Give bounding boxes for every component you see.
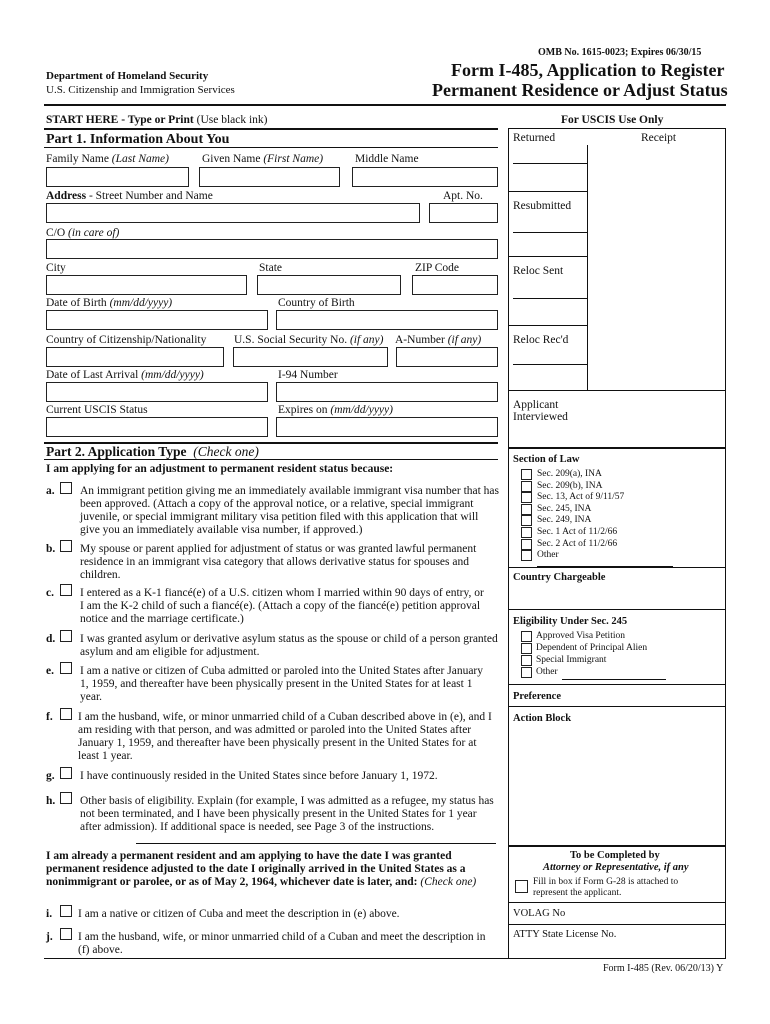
option-b-letter: b.: [46, 543, 56, 555]
law-label: Sec. 13, Act of 9/11/57: [537, 492, 625, 503]
city-label: City: [46, 262, 66, 274]
reloc-sent-label: Reloc Sent: [513, 265, 564, 277]
co-field[interactable]: [46, 239, 498, 259]
country-chargeable-label: Country Chargeable: [513, 572, 606, 583]
interviewed-label: Interviewed: [513, 411, 568, 423]
uscis-divider-8: [508, 684, 726, 685]
action-block-label: Action Block: [513, 713, 572, 724]
option-g-text: I have continuously resided in the United States since before January 1, 1972.: [80, 770, 438, 782]
atty-license-label: ATTY State License No.: [513, 929, 617, 940]
uscis-divider-4: [508, 390, 726, 391]
form-revision-footer: Form I-485 (Rev. 06/20/13) Y: [603, 963, 724, 974]
law-checkbox[interactable]: [521, 469, 532, 480]
g28-text: Fill in box if Form G-28 is attached to represent the applicant.: [533, 877, 679, 898]
uscis-divider-9: [508, 706, 726, 707]
uscis-divider-1: [508, 191, 588, 192]
part1-title-rule: [44, 147, 498, 148]
citizenship-field[interactable]: [46, 347, 224, 367]
law-checkbox[interactable]: [521, 539, 532, 550]
middle-name-field[interactable]: [352, 167, 498, 187]
country-birth-field[interactable]: [276, 310, 498, 330]
last-arrival-field[interactable]: [46, 382, 268, 402]
given-name-label: Given Name (First Name): [202, 153, 324, 165]
co-label: C/O (in care of): [46, 227, 120, 239]
anumber-label: A-Number (if any): [395, 334, 482, 346]
eligibility-checkbox[interactable]: [521, 655, 532, 666]
i94-label: I-94 Number: [278, 369, 338, 381]
law-label: Sec. 245, INA: [537, 503, 592, 514]
family-name-label: Family Name (Last Name): [46, 153, 169, 165]
option-b-text: My spouse or parent applied for adjustment of status or was granted lawful permanent residence in an immigrant visa category that allows derivative status for spouses and children.: [80, 543, 477, 581]
already-pr-text: I am already a permanent resident and am applying to have the date I was granted permanent residence adjusted to the date I originally arrived in the United States as a nonimmigrant or parolee, or as of May 2, 1964, whichever date is later, and: (Check one): [46, 850, 477, 888]
eligibility-label-item: Approved Visa Petition: [536, 631, 625, 641]
law-label: Sec. 1 Act of 11/2/66: [537, 527, 618, 537]
middle-name-label: Middle Name: [355, 153, 419, 165]
to-be-completed-label: To be Completed by: [570, 850, 660, 861]
law-label: Sec. 209(a), INA: [537, 469, 602, 479]
law-checkbox[interactable]: [521, 504, 532, 515]
department-name: Department of Homeland Security: [46, 70, 209, 82]
resubmitted-label: Resubmitted: [513, 200, 572, 212]
option-i-checkbox[interactable]: [60, 905, 72, 917]
option-h-checkbox[interactable]: [60, 792, 72, 804]
uscis-column-divider: [587, 145, 588, 390]
part1-title: Part 1. Information About You: [46, 132, 230, 147]
status-field[interactable]: [46, 417, 268, 437]
law-label: Sec. 2 Act of 11/2/66: [537, 538, 618, 549]
expires-field[interactable]: [276, 417, 498, 437]
law-label: Sec. 249, INA: [537, 515, 592, 526]
option-a-text: An immigrant petition giving me an immediately available immigrant visa number that has been approved. (Attach a copy of the approval notice, or a relative, special immigrant juvenile, or special immigrant military visa petition filed with this application that will give you an immediately available visa number, if approved.): [80, 485, 500, 536]
option-d-text: I was granted asylum or derivative asylum status as the spouse or child of a person granted asylum and am eligible for adjustment.: [80, 633, 498, 658]
law-label: Sec. 209(b), INA: [537, 480, 603, 491]
law-label: Other: [537, 550, 559, 561]
option-b-checkbox[interactable]: [60, 540, 72, 552]
resubmitted-line[interactable]: [513, 232, 587, 233]
uscis-divider-3: [508, 325, 588, 326]
expires-label: Expires on (mm/dd/yyyy): [278, 404, 393, 416]
option-g-letter: g.: [46, 770, 55, 782]
part2-intro: I am applying for an adjustment to permanent resident status because:: [46, 463, 394, 475]
law-checkbox[interactable]: [521, 492, 532, 503]
zip-label: ZIP Code: [415, 262, 459, 274]
dob-label: Date of Birth (mm/dd/yyyy): [46, 297, 173, 309]
law-checkbox[interactable]: [521, 550, 532, 561]
option-j-checkbox[interactable]: [60, 928, 72, 940]
volag-label: VOLAG No: [513, 908, 566, 919]
eligibility-checkbox[interactable]: [521, 631, 532, 642]
option-e-text: I am a native or citizen of Cuba admitted or paroled into the United States after January 1, 1959, and thereafter have been physically present in the United States for at least 1 year.: [80, 665, 483, 703]
eligibility-label-item: Special Immigrant: [536, 655, 607, 665]
state-field[interactable]: [257, 275, 401, 295]
elig-other-line[interactable]: [562, 679, 666, 680]
reloc-sent-line[interactable]: [513, 298, 587, 299]
uscis-divider-11: [508, 902, 726, 903]
state-label: State: [259, 262, 282, 274]
given-name-field[interactable]: [199, 167, 340, 187]
eligibility-label-item: Other: [536, 667, 558, 677]
option-d-checkbox[interactable]: [60, 630, 72, 642]
eligibility-checkbox[interactable]: [521, 643, 532, 654]
form-title-line1: Form I-485, Application to Register: [451, 60, 725, 80]
uscis-divider-6: [508, 567, 726, 568]
option-a-letter: a.: [46, 485, 55, 497]
option-i-text: I am a native or citizen of Cuba and meet the description in (e) above.: [78, 908, 400, 920]
uscis-divider-2: [508, 256, 588, 257]
omb-number: OMB No. 1615-0023; Expires 06/30/15: [538, 47, 702, 58]
returned-label: Returned: [513, 132, 556, 144]
attorney-label: Attorney or Representative, if any: [543, 862, 689, 873]
uscis-divider-10: [508, 845, 726, 847]
last-arrival-label: Date of Last Arrival (mm/dd/yyyy): [46, 369, 204, 381]
option-f-text: I am the husband, wife, or minor unmarried child of a Cuban described above in (e), and I am residing with that person, and was admitted or paroled into the United States after January 1, 1959, and thereafter have been physically present in the United States for at least 1 year.: [78, 711, 492, 762]
uscis-divider-7: [508, 609, 726, 610]
country-birth-label: Country of Birth: [278, 297, 355, 309]
eligibility-checkbox[interactable]: [521, 667, 532, 678]
option-f-checkbox[interactable]: [60, 708, 72, 720]
receipt-label: Receipt: [641, 132, 677, 144]
option-c-text: I entered as a K-1 fiancé(e) of a U.S. citizen whom I married within 90 days of entry, or I am the K-2 child of such a fiancé(e). (Attach a copy of the fiancé(e) petition approval notice and the marriage certificate.): [80, 587, 484, 625]
zip-field[interactable]: [412, 275, 498, 295]
option-c-letter: c.: [46, 587, 54, 599]
part2-title: Part 2. Application Type (Check one): [46, 444, 259, 459]
applicant-label: Applicant: [513, 399, 559, 411]
option-e-letter: e.: [46, 665, 54, 677]
preference-label: Preference: [513, 691, 561, 702]
part2-title-rule: [44, 459, 498, 460]
option-h-explain-line[interactable]: [136, 843, 496, 844]
option-d-letter: d.: [46, 633, 56, 645]
apt-label: Apt. No.: [443, 190, 483, 202]
form-title-line2: Permanent Residence or Adjust Status: [432, 80, 728, 100]
option-c-checkbox[interactable]: [60, 584, 72, 596]
i94-field[interactable]: [276, 382, 498, 402]
eligibility-label: Eligibility Under Sec. 245: [513, 616, 628, 627]
option-j-text: I am the husband, wife, or minor unmarried child of a Cuban and meet the description in (f) above.: [78, 931, 486, 956]
option-j-letter: j.: [46, 931, 53, 943]
law-checkbox[interactable]: [521, 527, 532, 538]
option-e-checkbox[interactable]: [60, 662, 72, 674]
uscis-divider-5: [508, 447, 726, 449]
uscis-divider-12: [508, 924, 726, 925]
option-g-checkbox[interactable]: [60, 767, 72, 779]
law-checkbox[interactable]: [521, 481, 532, 492]
part1-top-rule: [44, 128, 498, 130]
address-field[interactable]: [46, 203, 420, 223]
header-divider: [44, 104, 726, 106]
ssn-field[interactable]: [233, 347, 388, 367]
ssn-label: U.S. Social Security No. (if any): [234, 334, 384, 346]
dob-field[interactable]: [46, 310, 268, 330]
law-checkbox[interactable]: [521, 515, 532, 526]
start-here: START HERE - Type or Print (Use black ink): [46, 114, 268, 126]
section-of-law-label: Section of Law: [513, 454, 580, 465]
reloc-recd-label: Reloc Rec'd: [513, 334, 569, 346]
uscis-use-title: For USCIS Use Only: [561, 114, 664, 126]
apt-field[interactable]: [429, 203, 498, 223]
status-label: Current USCIS Status: [46, 404, 148, 416]
city-field[interactable]: [46, 275, 247, 295]
eligibility-label-item: Dependent of Principal Alien: [536, 643, 648, 653]
g28-checkbox[interactable]: [515, 880, 528, 893]
returned-line[interactable]: [513, 163, 587, 164]
family-name-field[interactable]: [46, 167, 189, 187]
option-a-checkbox[interactable]: [60, 482, 72, 494]
reloc-recd-line[interactable]: [513, 364, 587, 365]
option-f-letter: f.: [46, 711, 53, 723]
agency-name: U.S. Citizenship and Immigration Services: [46, 84, 235, 96]
option-i-letter: i.: [46, 908, 53, 920]
option-h-letter: h.: [46, 795, 56, 807]
anumber-field[interactable]: [396, 347, 498, 367]
option-h-text: Other basis of eligibility. Explain (for example, I was admitted as a refugee, my status has not been terminated, and I have been physically present in the United States for 1 year after admission). If additional space is needed, see Page 3 of the instructions.: [80, 795, 494, 833]
citizenship-label: Country of Citizenship/Nationality: [46, 334, 207, 346]
address-label: Address - Street Number and Name: [46, 190, 213, 202]
